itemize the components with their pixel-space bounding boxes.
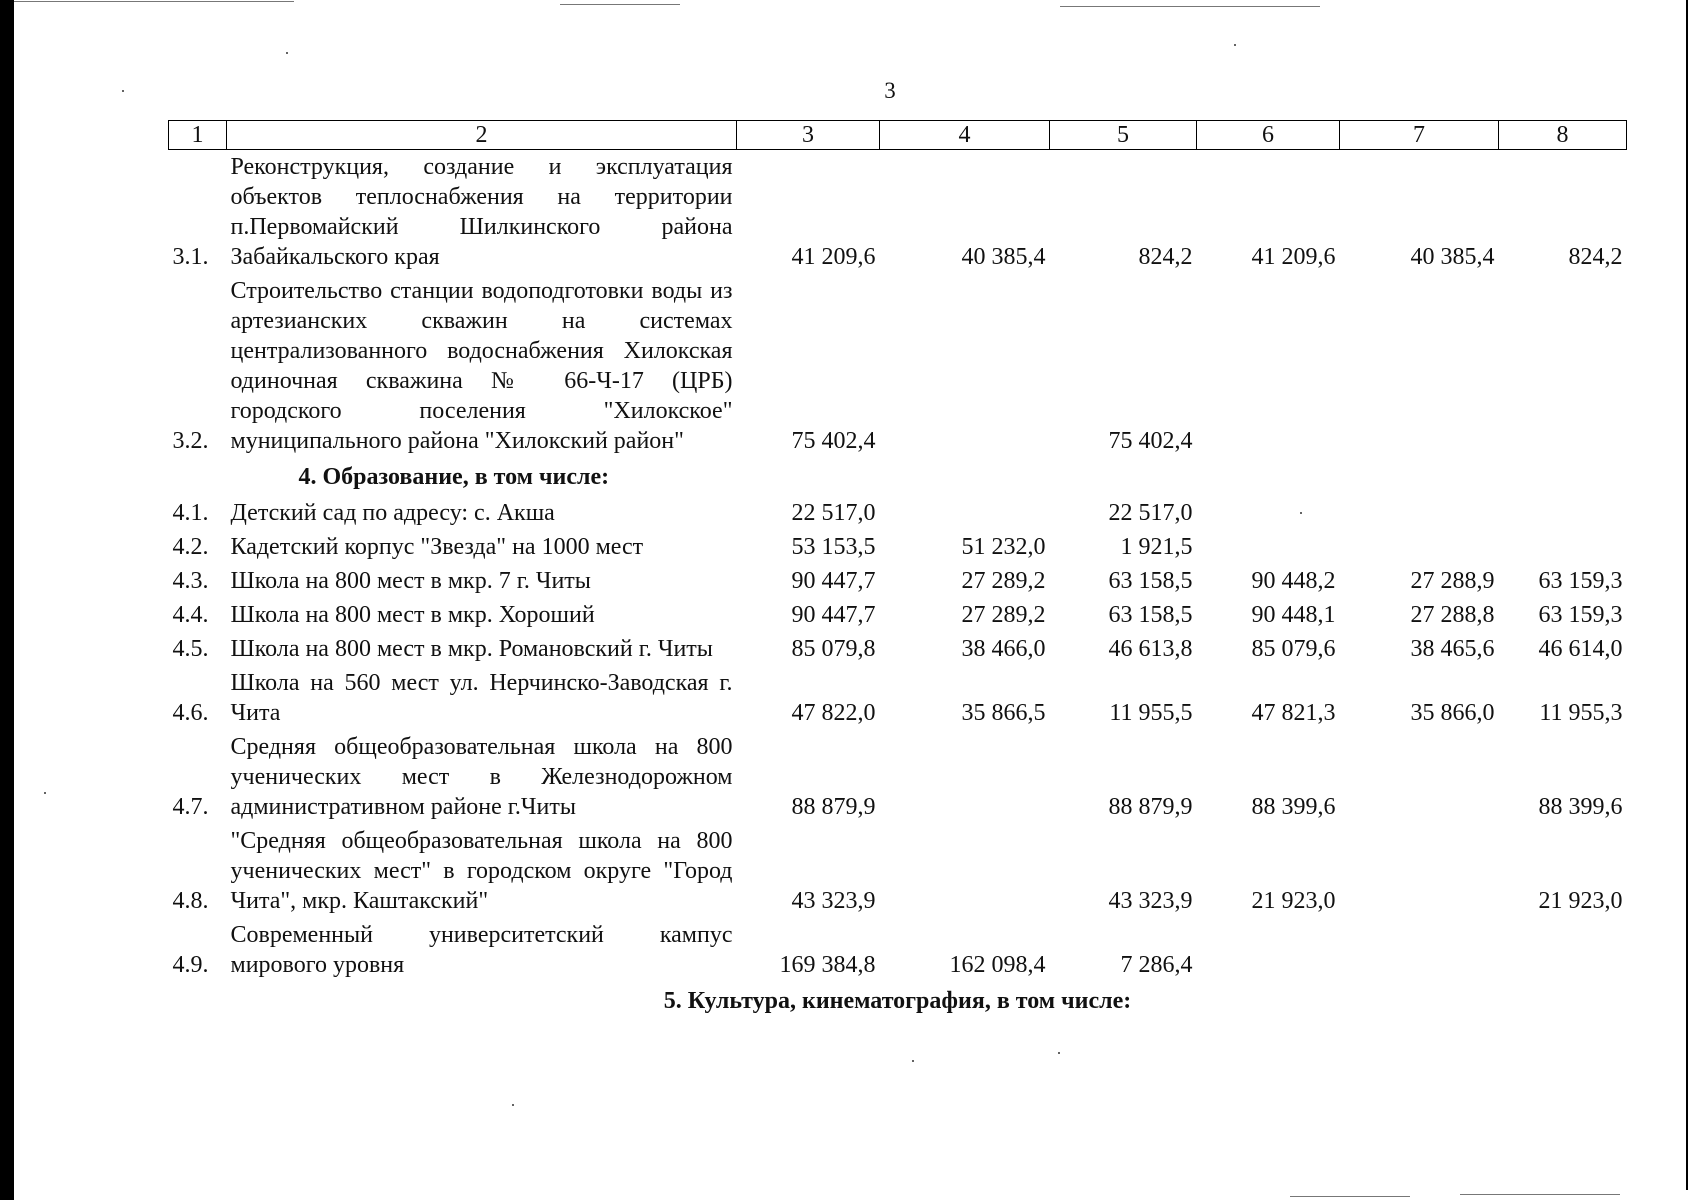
value-cell: 47 822,0 xyxy=(791,700,876,726)
table-row xyxy=(169,150,1627,275)
item-number: 3.1. xyxy=(172,244,209,270)
value-cell: 35 866,5 xyxy=(961,700,1046,726)
value-cell: 41 209,6 xyxy=(791,244,876,270)
value-cell: 46 613,8 xyxy=(1108,636,1193,662)
item-description: Реконструкция, создание и эксплуатация объектов теплоснабжения на территории п.Первомайский Шилкинского района Забайкальского края xyxy=(230,154,733,270)
table-row xyxy=(169,564,1627,598)
item-number: 4.9. xyxy=(172,952,209,978)
value-cell xyxy=(1340,730,1499,824)
value-cell xyxy=(1499,918,1627,982)
column-header: 3 xyxy=(737,121,880,150)
value-cell: 27 289,2 xyxy=(961,602,1046,628)
value-cell: 169 384,8 xyxy=(779,952,876,978)
table-row xyxy=(169,666,1627,730)
section-heading-row xyxy=(169,458,1627,496)
value-cell: 7 286,4 xyxy=(1120,952,1193,978)
item-description: Современный университетский кампус мирового уровня xyxy=(230,922,733,978)
value-cell xyxy=(1499,530,1627,564)
value-cell: 85 079,6 xyxy=(1251,636,1336,662)
value-cell xyxy=(1340,918,1499,982)
table-row xyxy=(169,632,1627,666)
scan-speck xyxy=(912,1060,914,1062)
value-cell: 75 402,4 xyxy=(791,428,876,454)
column-header: 7 xyxy=(1340,121,1499,150)
item-description: Детский сад по адресу: с. Акша xyxy=(230,500,555,526)
value-cell: 43 323,9 xyxy=(1108,888,1193,914)
section-heading: 4. Образование, в том числе: xyxy=(298,464,610,490)
value-cell xyxy=(1197,530,1340,564)
value-cell xyxy=(1340,824,1499,918)
column-number-header xyxy=(169,121,1627,150)
scan-edge-right xyxy=(1686,0,1688,1190)
column-header: 4 xyxy=(880,121,1050,150)
value-cell xyxy=(1499,496,1627,530)
item-number: 4.5. xyxy=(172,636,209,662)
value-cell: 40 385,4 xyxy=(1410,244,1495,270)
value-cell: 63 159,3 xyxy=(1538,602,1623,628)
value-cell: 27 288,8 xyxy=(1410,602,1495,628)
value-cell: 38 465,6 xyxy=(1410,636,1495,662)
value-cell: 27 289,2 xyxy=(961,568,1046,594)
value-cell: 63 158,5 xyxy=(1108,568,1193,594)
item-description: Школа на 560 мест ул. Нерчинско-Заводская г. Чита xyxy=(230,670,733,726)
value-cell: 53 153,5 xyxy=(791,534,876,560)
value-cell: 11 955,5 xyxy=(1109,700,1193,726)
scan-artifact xyxy=(1060,6,1320,7)
value-cell: 27 288,9 xyxy=(1410,568,1495,594)
budget-table xyxy=(168,120,1627,1020)
value-cell: 88 879,9 xyxy=(791,794,876,820)
table-row xyxy=(169,598,1627,632)
item-description: Школа на 800 мест в мкр. Хороший xyxy=(230,602,595,628)
table-row xyxy=(169,496,1627,530)
value-cell: 824,2 xyxy=(1138,244,1193,270)
scan-speck xyxy=(44,792,46,794)
value-cell: 88 879,9 xyxy=(1108,794,1193,820)
value-cell: 85 079,8 xyxy=(791,636,876,662)
value-cell: 162 098,4 xyxy=(949,952,1046,978)
scan-artifact xyxy=(1290,1196,1410,1197)
item-number: 4.2. xyxy=(172,534,209,560)
scan-speck xyxy=(1234,44,1236,46)
item-description: Школа на 800 мест в мкр. 7 г. Читы xyxy=(230,568,591,594)
item-number: 4.8. xyxy=(172,888,209,914)
column-header: 6 xyxy=(1197,121,1340,150)
item-description: Кадетский корпус "Звезда" на 1000 мест xyxy=(230,534,644,560)
table-row xyxy=(169,918,1627,982)
scan-speck xyxy=(286,52,288,54)
value-cell: 41 209,6 xyxy=(1251,244,1336,270)
item-number: 4.6. xyxy=(172,700,209,726)
value-cell: 75 402,4 xyxy=(1108,428,1193,454)
item-description: Школа на 800 мест в мкр. Романовский г. Читы xyxy=(230,636,713,662)
item-number: 4.3. xyxy=(172,568,209,594)
value-cell xyxy=(1340,530,1499,564)
item-number: 3.2. xyxy=(172,428,209,454)
value-cell xyxy=(1340,496,1499,530)
value-cell: 40 385,4 xyxy=(961,244,1046,270)
value-cell xyxy=(880,730,1050,824)
value-cell xyxy=(1197,274,1340,458)
value-cell: 90 447,7 xyxy=(791,568,876,594)
value-cell xyxy=(880,824,1050,918)
value-cell: 63 158,5 xyxy=(1108,602,1193,628)
table-row xyxy=(169,824,1627,918)
value-cell xyxy=(1340,274,1499,458)
value-cell: 21 923,0 xyxy=(1538,888,1623,914)
item-number: 4.7. xyxy=(172,794,209,820)
value-cell xyxy=(1499,274,1627,458)
value-cell: 47 821,3 xyxy=(1251,700,1336,726)
value-cell: 90 447,7 xyxy=(791,602,876,628)
value-cell: 43 323,9 xyxy=(791,888,876,914)
item-description: Строительство станции водоподготовки воды из артезианских скважин на системах централизованного водоснабжения Хилокская одиночная скважина № 66-Ч-17 (ЦРБ) городского поселения "Хилокское" муниципального района "Хилокский район" xyxy=(230,278,733,454)
scan-artifact xyxy=(560,4,680,5)
table-row xyxy=(169,274,1627,458)
section-heading-row xyxy=(169,982,1627,1020)
value-cell: 824,2 xyxy=(1568,244,1623,270)
value-cell xyxy=(1197,496,1340,530)
column-header: 8 xyxy=(1499,121,1627,150)
table-row xyxy=(169,530,1627,564)
value-cell xyxy=(1197,918,1340,982)
value-cell: 22 517,0 xyxy=(1108,500,1193,526)
value-cell xyxy=(880,274,1050,458)
value-cell: 38 466,0 xyxy=(961,636,1046,662)
column-header: 2 xyxy=(227,121,737,150)
value-cell: 11 955,3 xyxy=(1539,700,1623,726)
scan-edge-left xyxy=(0,0,14,1200)
value-cell: 88 399,6 xyxy=(1251,794,1336,820)
page-number: 3 xyxy=(884,78,896,103)
scan-speck xyxy=(122,90,124,92)
value-cell: 51 232,0 xyxy=(961,534,1046,560)
item-number: 4.4. xyxy=(172,602,209,628)
scan-speck xyxy=(1058,1052,1060,1054)
value-cell: 88 399,6 xyxy=(1538,794,1623,820)
value-cell: 90 448,1 xyxy=(1251,602,1336,628)
value-cell xyxy=(880,496,1050,530)
item-description: "Средняя общеобразовательная школа на 800 ученических мест" в городском округе "Город Чита", мкр. Каштакский" xyxy=(230,828,733,914)
value-cell: 22 517,0 xyxy=(791,500,876,526)
value-cell: 35 866,0 xyxy=(1410,700,1495,726)
scan-artifact xyxy=(1460,1194,1620,1195)
table-row xyxy=(169,730,1627,824)
item-description: Средняя общеобразовательная школа на 800 ученических мест в Железнодорожном административном районе г.Читы xyxy=(230,734,733,820)
scan-artifact xyxy=(14,1,294,2)
scan-speck xyxy=(512,1104,514,1106)
column-header: 1 xyxy=(169,121,227,150)
item-number: 4.1. xyxy=(172,500,209,526)
value-cell: 1 921,5 xyxy=(1120,534,1193,560)
value-cell: 90 448,2 xyxy=(1251,568,1336,594)
value-cell: 63 159,3 xyxy=(1538,568,1623,594)
value-cell: 21 923,0 xyxy=(1251,888,1336,914)
column-header: 5 xyxy=(1050,121,1197,150)
section-heading: 5. Культура, кинематография, в том числе: xyxy=(663,988,1132,1014)
value-cell: 46 614,0 xyxy=(1538,636,1623,662)
